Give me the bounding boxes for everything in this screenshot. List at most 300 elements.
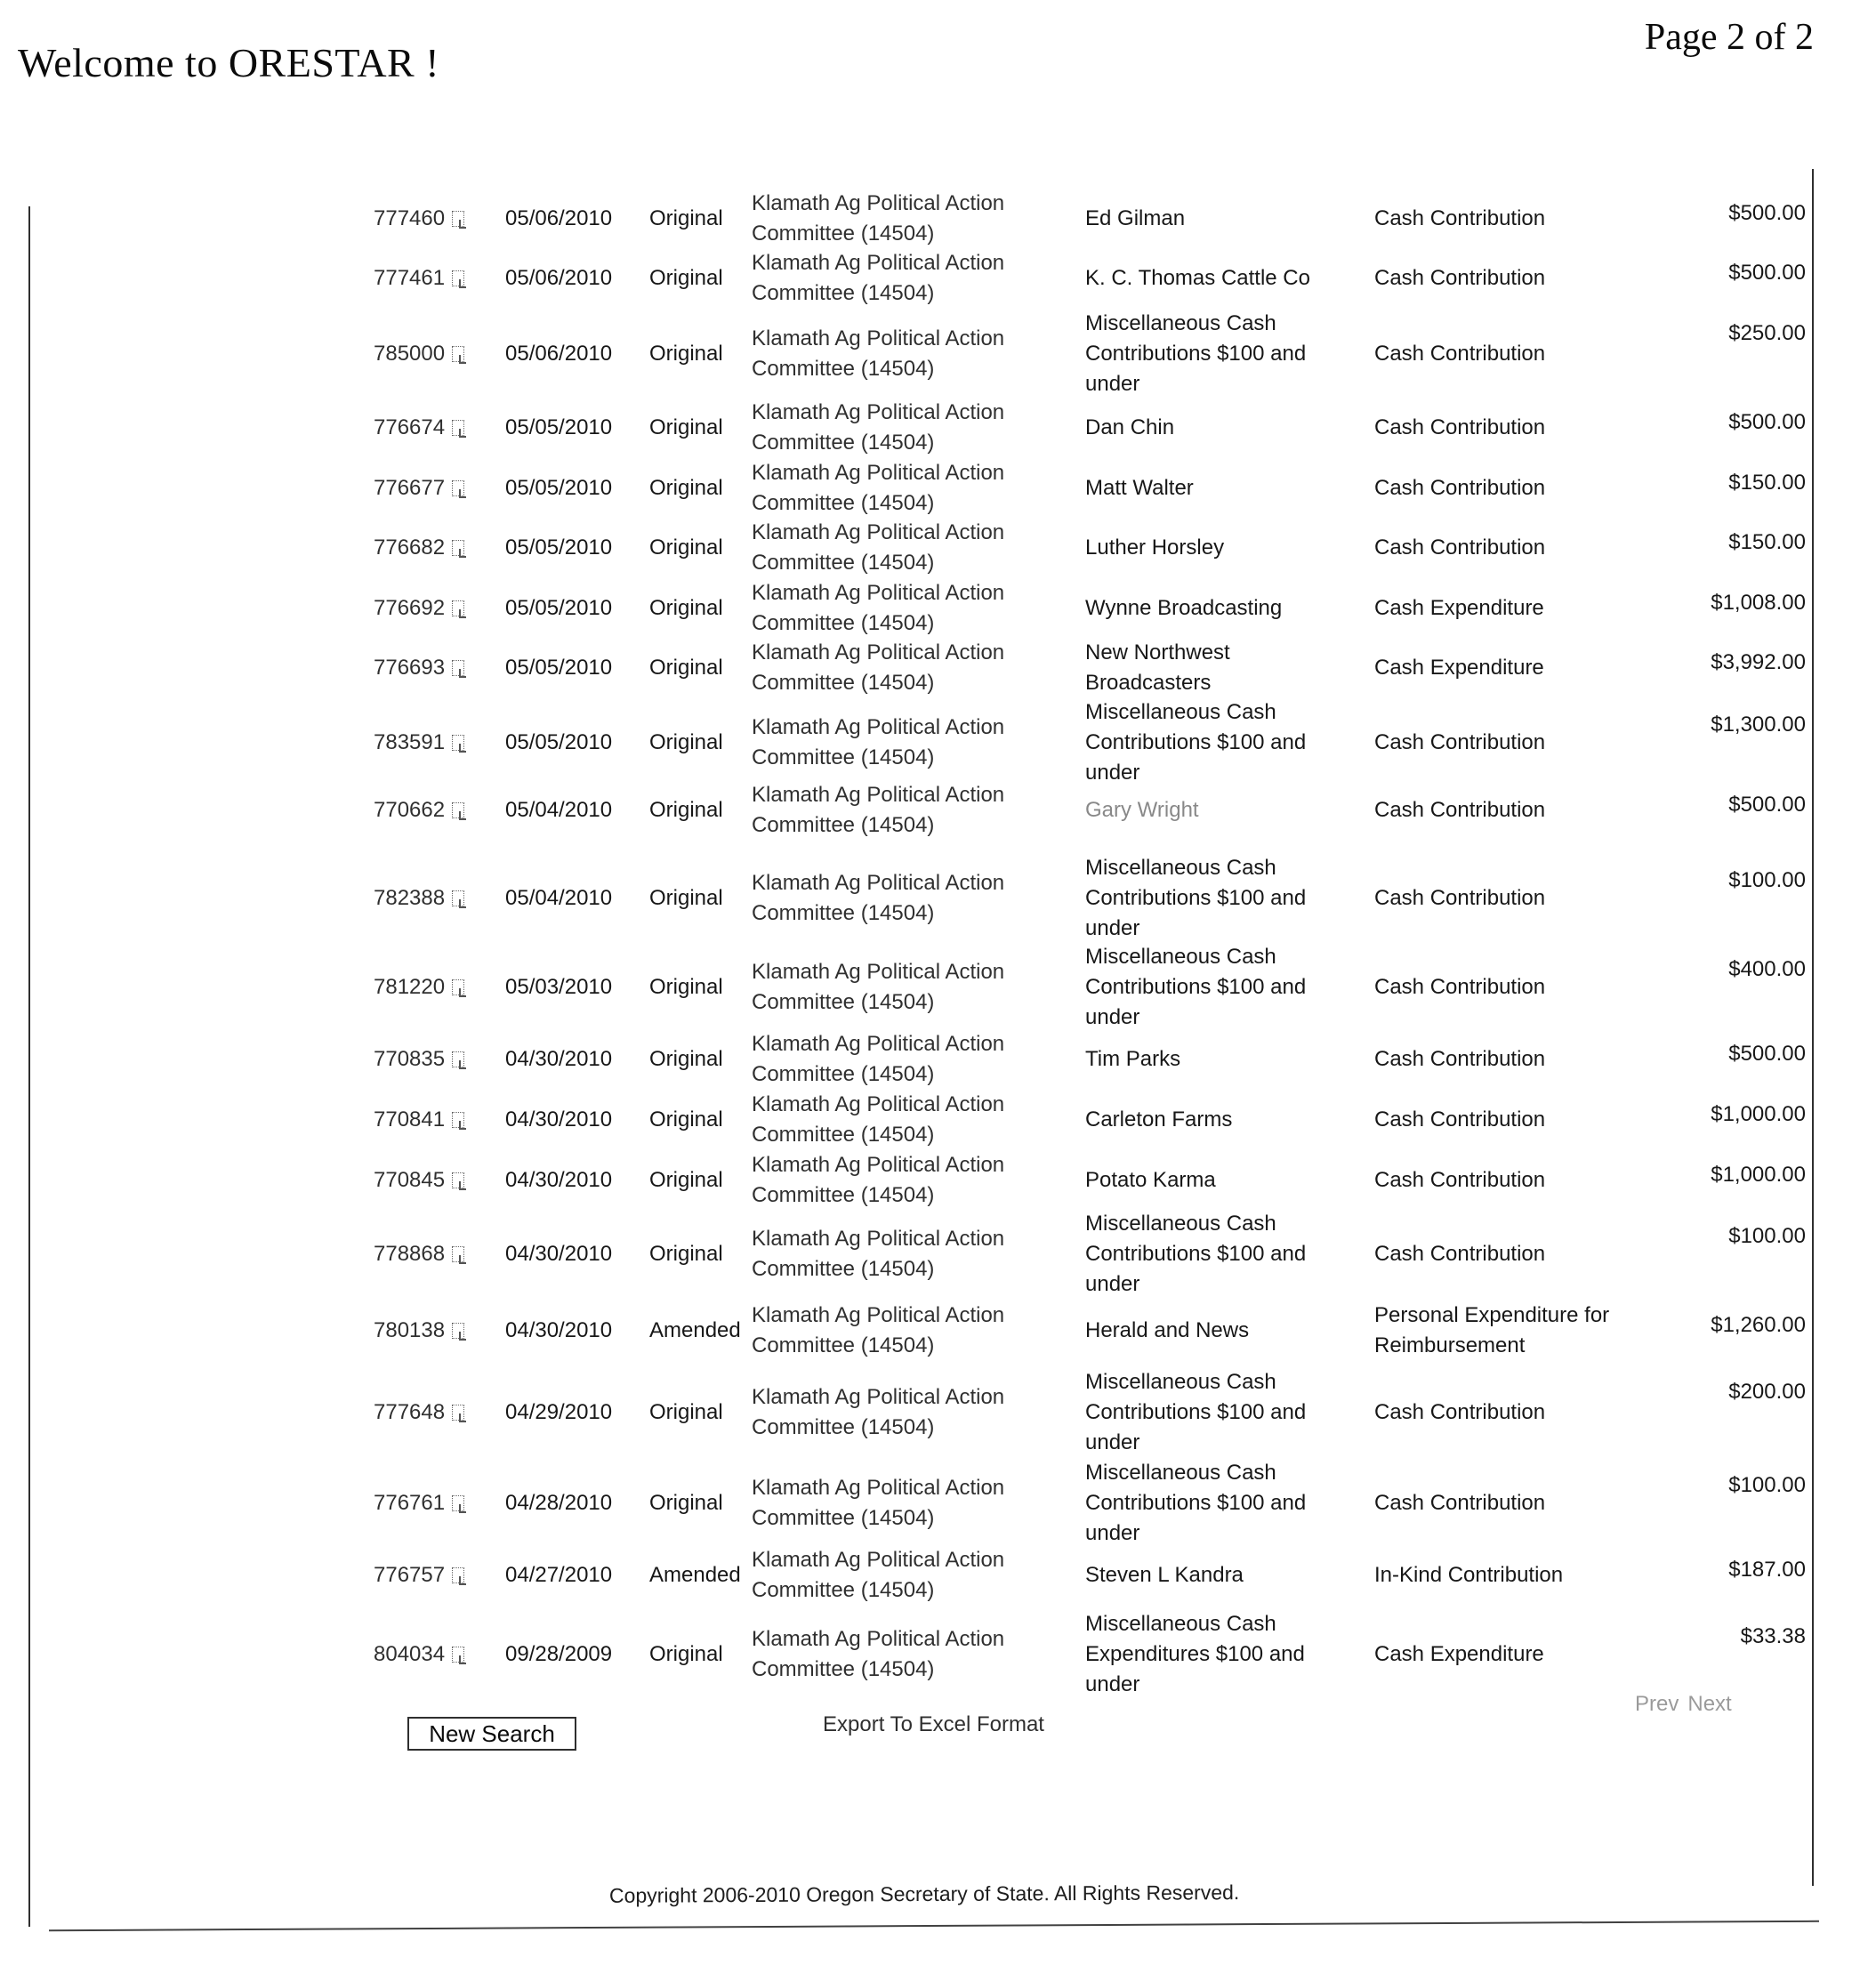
transaction-type-text: Cash Contribution	[1374, 1491, 1546, 1515]
transaction-type	[1374, 1032, 1641, 1087]
filing-status-text: Original	[649, 1642, 723, 1666]
transaction-id[interactable]	[374, 1615, 503, 1695]
table-row	[0, 311, 1876, 396]
transaction-id-text[interactable]: 780138	[374, 1318, 446, 1342]
transaction-id-text[interactable]: 777460	[374, 206, 446, 230]
contributor-payee-text: Miscellaneous Cash Contributions $100 and under	[1085, 856, 1307, 940]
transaction-amount-text: $200.00	[1728, 1380, 1806, 1404]
transaction-date	[505, 400, 639, 455]
transaction-type-text: Cash Contribution	[1374, 975, 1546, 999]
transaction-type-text: Cash Contribution	[1374, 341, 1546, 366]
document-link-icon[interactable]	[450, 1243, 470, 1266]
transaction-date-text: 05/05/2010	[505, 536, 613, 560]
contributor-payee	[1085, 1214, 1352, 1294]
contributor-payee	[1085, 1370, 1352, 1454]
transaction-amount-text: $3,992.00	[1711, 650, 1806, 674]
filing-status-text: Original	[649, 1107, 723, 1131]
transaction-date-text: 04/30/2010	[505, 1318, 613, 1342]
transaction-id[interactable]	[374, 1032, 503, 1087]
transaction-type-text: Cash Contribution	[1374, 1242, 1546, 1266]
table-row	[0, 251, 1876, 306]
committee-name-text: Klamath Ag Political Action Committee (14504)	[752, 871, 1005, 925]
transaction-amount-text: $1,000.00	[1711, 1163, 1806, 1187]
transaction-type	[1374, 400, 1641, 455]
filing-status	[649, 1153, 765, 1208]
transaction-amount	[1628, 1092, 1806, 1148]
transaction-id-text[interactable]: 776692	[374, 596, 446, 620]
transaction-id-text[interactable]: 770845	[374, 1168, 446, 1192]
transaction-type-text: In-Kind Contribution	[1374, 1563, 1564, 1587]
transaction-id-text[interactable]: 778868	[374, 1242, 446, 1266]
filing-status	[649, 1303, 765, 1358]
table-row	[0, 400, 1876, 455]
contributor-payee-text: Miscellaneous Cash Contributions $100 and under	[1085, 945, 1307, 1029]
transaction-id[interactable]	[374, 191, 503, 246]
contributor-payee-text: Dan Chin	[1085, 415, 1175, 439]
transaction-date	[505, 947, 639, 1027]
filing-status	[649, 311, 765, 396]
transaction-amount	[1628, 1615, 1806, 1695]
transaction-date	[505, 520, 639, 576]
transaction-amount-text: $150.00	[1728, 530, 1806, 554]
document-link-icon[interactable]	[450, 1643, 470, 1666]
document-link-icon[interactable]	[450, 1564, 470, 1587]
transaction-amount-text: $1,000.00	[1711, 1102, 1806, 1126]
filing-status	[649, 520, 765, 576]
transaction-date-text: 04/30/2010	[505, 1107, 613, 1131]
transaction-amount	[1628, 640, 1806, 696]
transaction-id[interactable]	[374, 1092, 503, 1148]
filing-status-text: Original	[649, 1168, 723, 1192]
transaction-id[interactable]	[374, 251, 503, 306]
contributor-payee-text: Herald and News	[1085, 1318, 1250, 1342]
table-row	[0, 1370, 1876, 1454]
contributor-payee	[1085, 581, 1352, 636]
transaction-type	[1374, 1092, 1641, 1148]
committee-name-text: Klamath Ag Political Action Committee (14504)	[752, 1627, 1005, 1681]
transaction-id-text[interactable]: 776757	[374, 1563, 446, 1587]
transaction-date-text: 04/30/2010	[505, 1168, 613, 1192]
committee-name-text: Klamath Ag Political Action Committee (14504)	[752, 783, 1005, 837]
document-link-icon[interactable]	[450, 799, 470, 822]
contributor-payee-text: Miscellaneous Cash Contributions $100 and under	[1085, 1461, 1307, 1545]
filing-status	[649, 1092, 765, 1148]
document-link-icon[interactable]	[450, 477, 470, 500]
transaction-id[interactable]	[374, 1153, 503, 1208]
pagination	[1635, 1692, 1732, 1717]
contributor-payee	[1085, 1303, 1352, 1358]
next-link[interactable]: Next	[1687, 1692, 1732, 1716]
transaction-amount	[1628, 581, 1806, 636]
transaction-date	[505, 703, 639, 783]
transaction-date-text: 05/05/2010	[505, 656, 613, 680]
contributor-payee-text: Tim Parks	[1085, 1047, 1181, 1071]
filing-status-text: Original	[649, 656, 723, 680]
transaction-date	[505, 858, 639, 938]
document-link-icon[interactable]	[450, 1169, 470, 1192]
contributor-payee	[1085, 947, 1352, 1027]
transaction-date-text: 04/28/2010	[505, 1491, 613, 1515]
transaction-type-text: Cash Contribution	[1374, 1107, 1546, 1131]
table-row	[0, 520, 1876, 576]
transaction-type-text: Cash Contribution	[1374, 798, 1546, 822]
committee-name	[752, 858, 1054, 938]
transaction-type	[1374, 947, 1641, 1027]
committee-name-text: Klamath Ag Political Action Committee (14504)	[752, 1153, 1005, 1207]
transaction-id-text[interactable]: 770662	[374, 798, 446, 822]
document-link-icon[interactable]	[450, 731, 470, 754]
prev-link[interactable]: Prev	[1635, 1692, 1679, 1716]
transaction-amount	[1628, 520, 1806, 576]
document-link-icon[interactable]	[450, 416, 470, 439]
filing-status	[649, 251, 765, 306]
table-row	[0, 700, 1876, 785]
committee-name	[752, 1370, 1054, 1454]
contributor-payee	[1085, 1463, 1352, 1543]
document-link-icon[interactable]	[450, 656, 470, 680]
committee-name	[752, 1615, 1054, 1695]
transaction-id-text[interactable]: 804034	[374, 1642, 446, 1666]
transaction-amount	[1628, 1214, 1806, 1294]
contributor-payee-text: Miscellaneous Cash Contributions $100 and under	[1085, 310, 1307, 396]
transaction-type-text: Cash Contribution	[1374, 415, 1546, 439]
transaction-id[interactable]	[374, 703, 503, 783]
filing-status	[649, 858, 765, 938]
transaction-type	[1374, 1615, 1641, 1695]
transaction-amount-text: $500.00	[1728, 1042, 1806, 1066]
filing-status-text: Original	[649, 476, 723, 500]
contributor-payee-text: Miscellaneous Cash Contributions $100 and under	[1085, 1212, 1307, 1296]
filing-status	[649, 461, 765, 516]
transaction-id-text[interactable]: 777648	[374, 1399, 446, 1424]
transaction-date	[505, 1615, 639, 1695]
committee-name-text: Klamath Ag Political Action Committee (14504)	[752, 1032, 1005, 1086]
transaction-id-text[interactable]: 783591	[374, 730, 446, 754]
transaction-amount-text: $1,300.00	[1711, 713, 1806, 737]
filing-status-text: Original	[649, 1491, 723, 1515]
transaction-date-text: 05/06/2010	[505, 206, 613, 230]
transaction-amount-text: $100.00	[1728, 1473, 1806, 1497]
transaction-id-text[interactable]: 770841	[374, 1107, 446, 1131]
transaction-date	[505, 1463, 639, 1543]
committee-name-text: Klamath Ag Political Action Committee (14504)	[752, 960, 1005, 1014]
transaction-amount	[1628, 1032, 1806, 1087]
contributor-payee-text: Miscellaneous Cash Expenditures $100 and under	[1085, 1612, 1305, 1696]
committee-name	[752, 191, 1054, 246]
committee-name-text: Klamath Ag Political Action Committee (14504)	[752, 461, 1005, 515]
committee-name	[752, 1032, 1054, 1087]
transaction-type-text: Cash Contribution	[1374, 266, 1546, 290]
transaction-id-text[interactable]: 776761	[374, 1491, 446, 1515]
contributor-payee	[1085, 400, 1352, 455]
committee-name	[752, 783, 1054, 838]
filing-status-text: Original	[649, 1047, 723, 1071]
contributor-payee-text: Steven L Kandra	[1085, 1563, 1244, 1587]
contributor-payee	[1085, 1612, 1352, 1696]
committee-name-text: Klamath Ag Political Action Committee (14504)	[752, 715, 1005, 769]
transaction-type-text: Cash Contribution	[1374, 1168, 1546, 1192]
contributor-payee-text: Gary Wright	[1085, 798, 1199, 822]
transaction-date	[505, 1092, 639, 1148]
document-link-icon[interactable]	[450, 1401, 470, 1424]
filing-status-text: Original	[649, 536, 723, 560]
committee-name-text: Klamath Ag Political Action Committee (14504)	[752, 581, 1005, 635]
filing-status	[649, 1214, 765, 1294]
transaction-date	[505, 1303, 639, 1358]
transaction-type-text: Cash Expenditure	[1374, 1642, 1544, 1666]
transaction-id[interactable]	[374, 1214, 503, 1294]
contributor-payee-text: Luther Horsley	[1085, 536, 1225, 560]
transaction-date	[505, 191, 639, 246]
table-row	[0, 1548, 1876, 1603]
contributor-payee	[1085, 191, 1352, 246]
document-link-icon[interactable]	[450, 267, 470, 290]
table-row	[0, 1463, 1876, 1543]
document-link-icon[interactable]	[450, 597, 470, 620]
committee-name	[752, 1214, 1054, 1294]
contributor-payee-text: Potato Karma	[1085, 1168, 1216, 1192]
transaction-id-text[interactable]: 782388	[374, 886, 446, 910]
contributor-payee	[1085, 1092, 1352, 1148]
contributor-payee	[1085, 858, 1352, 938]
transaction-date-text: 05/05/2010	[505, 415, 613, 439]
transaction-amount	[1628, 191, 1806, 246]
contributor-payee	[1085, 700, 1352, 785]
transaction-id[interactable]	[374, 400, 503, 455]
transaction-id[interactable]	[374, 1548, 503, 1603]
filing-status-text: Original	[649, 596, 723, 620]
committee-name-text: Klamath Ag Political Action Committee (14504)	[752, 640, 1005, 695]
filing-status-text: Original	[649, 1399, 723, 1424]
transaction-date-text: 04/30/2010	[505, 1047, 613, 1071]
contributor-payee-text: Miscellaneous Cash Contributions $100 and under	[1085, 700, 1307, 785]
transaction-type	[1374, 703, 1641, 783]
table-row	[0, 191, 1876, 246]
contributor-payee	[1085, 640, 1352, 696]
transaction-amount-text: $500.00	[1728, 793, 1806, 817]
transaction-amount-text: $150.00	[1728, 471, 1806, 495]
transaction-id-text[interactable]: 781220	[374, 975, 446, 999]
table-row	[0, 461, 1876, 516]
transaction-date-text: 04/29/2010	[505, 1399, 613, 1424]
transaction-type-text: Cash Expenditure	[1374, 596, 1544, 620]
contributor-payee	[1085, 520, 1352, 576]
filing-status	[649, 1370, 765, 1454]
transaction-amount-text: $100.00	[1728, 1224, 1806, 1248]
transaction-type-text: Cash Contribution	[1374, 886, 1546, 910]
transaction-type	[1374, 461, 1641, 516]
transaction-date	[505, 581, 639, 636]
transaction-type-text: Cash Contribution	[1374, 1047, 1546, 1071]
document-link-icon[interactable]	[450, 342, 470, 366]
contributor-payee-text: Wynne Broadcasting	[1085, 596, 1283, 620]
transaction-id-text[interactable]: 776677	[374, 476, 446, 500]
transaction-id[interactable]	[374, 520, 503, 576]
contributor-payee	[1085, 1153, 1352, 1208]
committee-name	[752, 1463, 1054, 1543]
filing-status	[649, 703, 765, 783]
transaction-id[interactable]	[374, 1463, 503, 1543]
committee-name-text: Klamath Ag Political Action Committee (14504)	[752, 1548, 1005, 1602]
transaction-date	[505, 640, 639, 696]
transaction-type	[1374, 1303, 1641, 1358]
transaction-amount	[1628, 858, 1806, 938]
committee-name-text: Klamath Ag Political Action Committee (14504)	[752, 520, 1005, 575]
transaction-date-text: 05/06/2010	[505, 341, 613, 366]
transaction-id-text[interactable]: 785000	[374, 341, 446, 366]
transaction-amount-text: $1,008.00	[1711, 591, 1806, 615]
transaction-id[interactable]	[374, 858, 503, 938]
document-link-icon[interactable]	[450, 1492, 470, 1515]
committee-name-text: Klamath Ag Political Action Committee (14504)	[752, 326, 1005, 381]
table-row	[0, 1032, 1876, 1087]
transaction-type	[1374, 520, 1641, 576]
filing-status	[649, 400, 765, 455]
committee-name-text: Klamath Ag Political Action Committee (14504)	[752, 1227, 1005, 1281]
committee-name	[752, 1153, 1054, 1208]
document-link-icon[interactable]	[450, 976, 470, 999]
transaction-id-text[interactable]: 770835	[374, 1047, 446, 1071]
transaction-date-text: 05/05/2010	[505, 596, 613, 620]
transaction-type	[1374, 251, 1641, 306]
committee-name-text: Klamath Ag Political Action Committee (14504)	[752, 1092, 1005, 1147]
table-row	[0, 640, 1876, 696]
transaction-id[interactable]	[374, 947, 503, 1027]
contributor-payee-text: Ed Gilman	[1085, 206, 1186, 230]
transaction-type-text: Cash Contribution	[1374, 536, 1546, 560]
copyright-text: Copyright 2006-2010 Oregon Secretary of State. All Rights Reserved.	[608, 1880, 1240, 1907]
filing-status-text: Original	[649, 341, 723, 366]
transaction-amount-text: $400.00	[1728, 957, 1806, 981]
transaction-type-text: Cash Contribution	[1374, 476, 1546, 500]
document-link-icon[interactable]	[450, 1048, 470, 1071]
transaction-id-text[interactable]: 776693	[374, 656, 446, 680]
document-link-icon[interactable]	[450, 536, 470, 560]
export-excel-link[interactable]: Export To Excel Format	[823, 1712, 1044, 1736]
filing-status-text: Original	[649, 415, 723, 439]
filing-status	[649, 581, 765, 636]
transaction-date	[505, 461, 639, 516]
transaction-type-text: Cash Contribution	[1374, 1399, 1546, 1424]
filing-status-text: Original	[649, 975, 723, 999]
committee-name	[752, 947, 1054, 1027]
transaction-id[interactable]	[374, 311, 503, 396]
filing-status-text: Original	[649, 730, 723, 754]
transaction-id[interactable]	[374, 783, 503, 838]
transaction-type-text: Personal Expenditure for Reimbursement	[1374, 1303, 1610, 1357]
contributor-payee	[1085, 1548, 1352, 1603]
committee-name	[752, 581, 1054, 636]
committee-name-text: Klamath Ag Political Action Committee (14504)	[752, 191, 1005, 246]
transaction-id-text[interactable]: 776682	[374, 536, 446, 560]
transaction-amount	[1628, 400, 1806, 455]
committee-name-text: Klamath Ag Political Action Committee (14504)	[752, 1303, 1005, 1357]
transaction-id[interactable]	[374, 461, 503, 516]
document-link-icon[interactable]	[450, 207, 470, 230]
transaction-type	[1374, 581, 1641, 636]
transaction-type-text: Cash Expenditure	[1374, 656, 1544, 680]
transaction-id[interactable]	[374, 640, 503, 696]
transaction-type	[1374, 1463, 1641, 1543]
transaction-date	[505, 1370, 639, 1454]
transaction-type-text: Cash Contribution	[1374, 730, 1546, 754]
transaction-date	[505, 1214, 639, 1294]
filing-status	[649, 1548, 765, 1603]
transaction-date-text: 04/27/2010	[505, 1563, 613, 1587]
transaction-type	[1374, 640, 1641, 696]
transaction-amount	[1628, 311, 1806, 396]
transaction-amount	[1628, 251, 1806, 306]
document-link-icon[interactable]	[450, 887, 470, 910]
committee-name-text: Klamath Ag Political Action Committee (14504)	[752, 400, 1005, 455]
contributor-payee-text: Miscellaneous Cash Contributions $100 and under	[1085, 1369, 1307, 1454]
transaction-date	[505, 1032, 639, 1087]
transaction-amount-text: $100.00	[1728, 868, 1806, 892]
table-row	[0, 947, 1876, 1027]
filing-status-text: Original	[649, 266, 723, 290]
new-search-button[interactable]: New Search	[407, 1717, 576, 1751]
committee-name	[752, 1303, 1054, 1358]
transaction-date-text: 05/05/2010	[505, 476, 613, 500]
transaction-id[interactable]	[374, 581, 503, 636]
transaction-id[interactable]	[374, 1370, 503, 1454]
transaction-date	[505, 311, 639, 396]
transaction-date-text: 05/06/2010	[505, 266, 613, 290]
transaction-amount-text: $187.00	[1728, 1558, 1806, 1582]
welcome-title: Welcome to ORESTAR !	[18, 40, 440, 85]
filing-status	[649, 1032, 765, 1087]
committee-name	[752, 400, 1054, 455]
transaction-amount	[1628, 703, 1806, 783]
page-indicator: Page 2 of 2	[1644, 17, 1814, 58]
transaction-id-text[interactable]: 777461	[374, 266, 446, 290]
committee-name-text: Klamath Ag Political Action Committee (14504)	[752, 1476, 1005, 1530]
transaction-date-text: 04/30/2010	[505, 1242, 613, 1266]
table-row	[0, 1303, 1876, 1358]
filing-status-text: Amended	[649, 1318, 741, 1342]
transaction-amount	[1628, 947, 1806, 1027]
transaction-id-text[interactable]: 776674	[374, 415, 446, 439]
committee-name	[752, 640, 1054, 696]
committee-name-text: Klamath Ag Political Action Committee (14504)	[752, 1384, 1005, 1439]
filing-status	[649, 1615, 765, 1695]
committee-name	[752, 520, 1054, 576]
filing-status-text: Amended	[649, 1563, 741, 1587]
transaction-amount-text: $250.00	[1728, 321, 1806, 345]
filing-status-text: Original	[649, 886, 723, 910]
transaction-amount	[1628, 783, 1806, 838]
committee-name	[752, 1092, 1054, 1148]
filing-status	[649, 947, 765, 1027]
transaction-date-text: 09/28/2009	[505, 1642, 613, 1666]
committee-name	[752, 461, 1054, 516]
transaction-date	[505, 783, 639, 838]
transaction-date-text: 05/03/2010	[505, 975, 613, 999]
transaction-amount	[1628, 461, 1806, 516]
transaction-amount	[1628, 1463, 1806, 1543]
table-row	[0, 1092, 1876, 1148]
transaction-amount	[1628, 1153, 1806, 1208]
transaction-amount-text: $1,260.00	[1711, 1313, 1806, 1337]
transaction-type-text: Cash Contribution	[1374, 206, 1546, 230]
transaction-amount	[1628, 1303, 1806, 1358]
transaction-id[interactable]	[374, 1303, 503, 1358]
filing-status-text: Original	[649, 1242, 723, 1266]
document-link-icon[interactable]	[450, 1319, 470, 1342]
document-link-icon[interactable]	[450, 1108, 470, 1131]
committee-name	[752, 703, 1054, 783]
transaction-type	[1374, 783, 1641, 838]
